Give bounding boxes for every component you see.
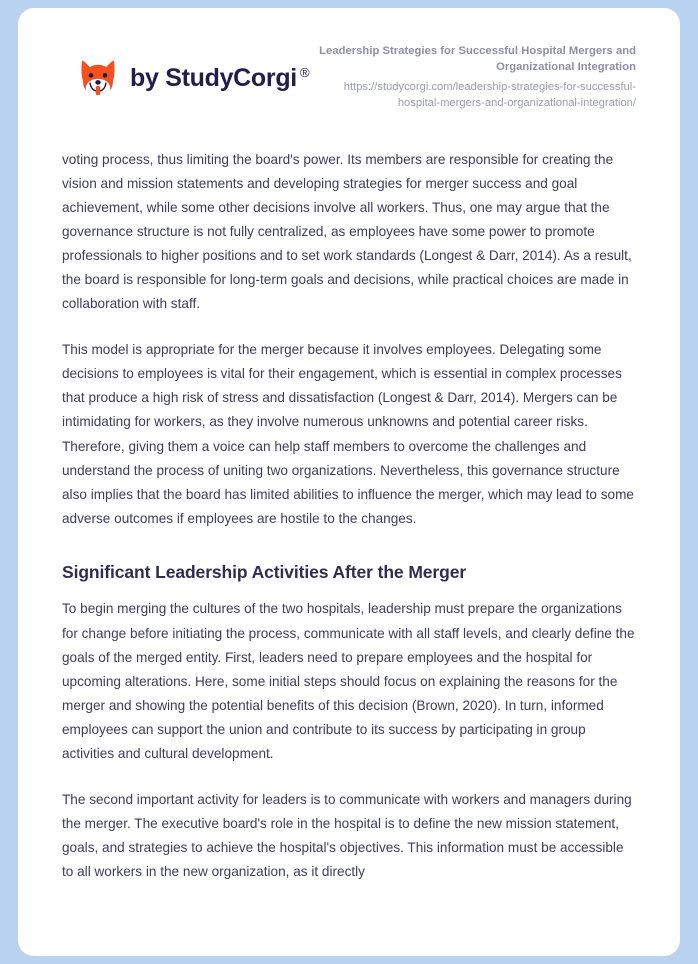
document-header xyxy=(18,8,680,148)
section-heading: Significant Leadership Activities After the Merger xyxy=(62,561,467,582)
document-page-card xyxy=(18,8,680,956)
brand-wordmark xyxy=(130,64,309,93)
document-content xyxy=(18,148,680,884)
document-meta xyxy=(309,44,656,111)
registered-trademark-icon: ® xyxy=(299,64,310,80)
source-url[interactable]: https://studycorgi.com/leadership-strategies-for-successful-hospital-mergers-and-organizational-integration/ xyxy=(343,81,636,110)
paragraph: This model is appropriate for the merger because it involves employees. Delegating some decisions to employees is vital for their engagement, which is essential in complex processes that produce a high risk of stress and dissatisfaction (Longest & Darr, 2014). Mergers can be intimidating for workers, as they involve numerous unknowns and potential career risks. Therefore, giving them a voice can help staff members to overcome the challenges and understand the process of uniting two organizations. Nevertheless, this governance structure also implies that the board has limited abilities to influence the merger, which may lead to some adverse outcomes if employees are hostile to the changes. xyxy=(62,342,634,526)
brand-logo xyxy=(42,56,309,100)
paragraph: To begin merging the cultures of the two hospitals, leadership must prepare the organizations for change before initiating the process, communicate with all staff levels, and clearly define the goals of the merged entity. First, leaders need to prepare employees and the hospital for upcoming alterations. Here, some initial steps should focus on explaining the reasons for the merger and showing the potential benefits of this decision (Brown, 2020). In turn, informed employees can support the union and contribute to its success by participating in group activities and cultural development. xyxy=(62,601,635,761)
paragraph: The second important activity for leaders is to communicate with workers and managers during the merger. The executive board's role in the hospital is to define the new mission statement, goals, and strategies to achieve the hospital's objectives. This information must be accessible to all workers in the new organization, as it directly xyxy=(62,791,632,879)
page-title: Leadership Strategies for Successful Hospital Mergers and Organizational Integration xyxy=(319,45,636,74)
paragraph: voting process, thus limiting the board's power. Its members are responsible for creating the vision and mission statements and developing strategies for merger success and goal achievement, while some other decisions involve all workers. Thus, one may argue that the governance structure is not fully centralized, as employees have some power to promote professionals to higher positions and to set work standards (Longest & Darr, 2014). As a result, the board is responsible for long-term goals and decisions, while practical choices are made in collaboration with staff. xyxy=(62,152,632,312)
corgi-face-icon xyxy=(76,56,120,100)
brand-name: by StudyCorgi xyxy=(130,63,297,92)
